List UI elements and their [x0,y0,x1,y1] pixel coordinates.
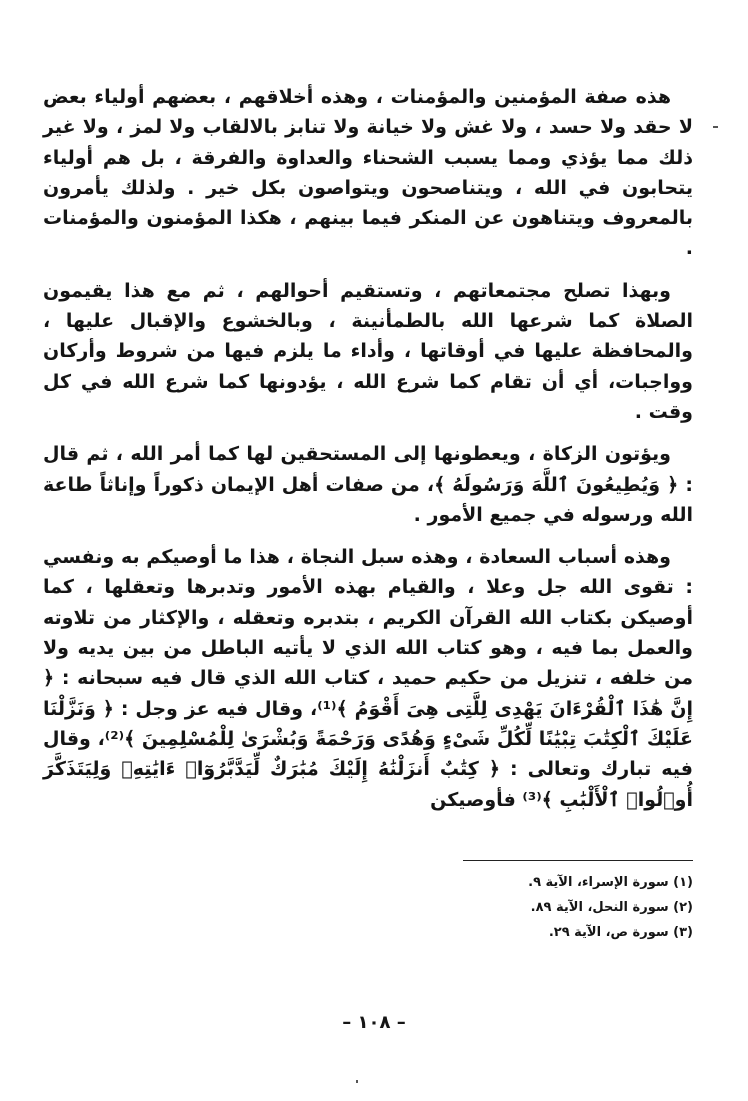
page-number: – ١٠٨ – [342,1012,406,1033]
footnote-separator [463,860,693,861]
footnotes [293,870,693,945]
paragraph-3: ويؤتون الزكاة ، ويعطونها إلى المستحقين لها كما أمر الله ، ثم قال : ﴿ وَيُطِيعُونَ ٱللَّهَ وَرَسُولَهُ ﴾، من صفات أهل الإيمان ذكوراً وإناثاً طاعة الله ورسوله في جميع الأمور . [43,443,693,526]
scan-speck [356,1080,358,1083]
footnote-1: (١) سورة الإسراء، الآية ٩. [528,875,693,890]
paragraph-1: هذه صفة المؤمنين والمؤمنات ، وهذه أخلاقهم ، بعضهم أولياء بعض لا حقد ولا حسد ، ولا غش ولا خيانة ولا تنابز بالالقاب ولا لمز ، ولا غير ذلك مما يؤذي ومما يسبب الشحناء والعداوة والفرقة ، بل هم أولياء يتحابون في الله ، ويتناصحون ويتواصون بكل خير . ولذلك يأمرون بالمعروف ويتناهون عن المنكر فيما بينهم ، هكذا المؤمنون والمؤمنات . [43,86,693,260]
footnote-3: (٣) سورة ص، الآية ٢٩. [548,925,693,940]
footnote-2: (٢) سورة النحل، الآية ٨٩. [530,900,693,915]
body-text [43,82,693,827]
paragraph-2: وبهذا تصلح مجتمعاتهم ، وتستقيم أحوالهم ، ثم مع هذا يقيمون الصلاة كما شرعها الله بالطمأنينة ، وبالخشوع والإقبال عليها ، والمحافظة عليها في أوقاتها ، وأداء ما يلزم فيها من شروط وأركان وواجبات، أي أن تقام كما شرع الله ، يؤدونها كما شرع الله في كل وقت . [43,279,693,423]
scan-speck [713,126,718,128]
paragraph-4: وهذه أسباب السعادة ، وهذه سبل النجاة ، هذا ما أوصيكم به ونفسي : تقوى الله جل وعلا ، والقيام بهذه الأمور وتدبرها وتعقلها ، كما أوصيكن بكتاب الله القرآن الكريم ، بتدبره وتعقله ، والإكثار من تلاوته والعمل بما فيه ، وهو كتاب الله الذي لا يأتيه الباطل من بين يديه ولا من خلفه ، تنزيل من حكيم حميد ، كتاب الله الذي قال فيه سبحانه : ﴿ إِنَّ هَٰذَا ٱلْقُرْءَانَ يَهْدِى لِلَّتِى هِىَ أَقْوَمُ ﴾⁽¹⁾، وقال فيه عز وجل : ﴿ وَنَزَّلْنَا عَلَيْكَ ٱلْكِتَٰبَ تِبْيَٰنًا لِّكُلِّ شَىْءٍ وَهُدًى وَرَحْمَةً وَبُشْرَىٰ لِلْمُسْلِمِينَ ﴾⁽²⁾، وقال فيه تبارك وتعالى : ﴿ كِتَٰبٌ أَنزَلْنَٰهُ إِلَيْكَ مُبَٰرَكٌ لِّيَدَّبَّرُوٓا۟ ءَايَٰتِهِۦ وَلِيَتَذَكَّرَ أُو۟لُوا۟ ٱلْأَلْبَٰبِ ﴾⁽³⁾ فأوصيكن [43,546,693,811]
